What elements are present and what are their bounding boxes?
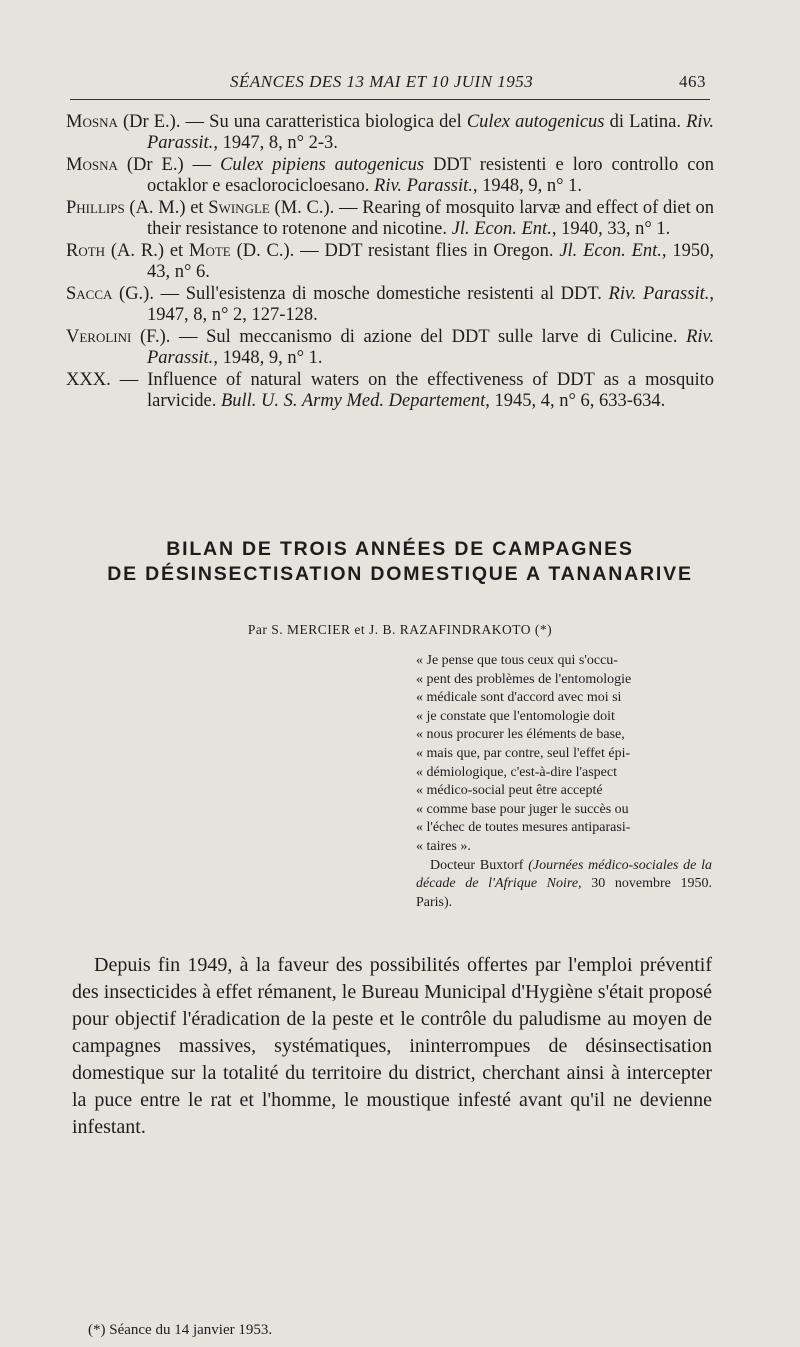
ref-journal: Jl. Econ. Ent. [559,241,662,261]
article-body [72,952,712,1141]
epigraph-line: « mais que, par contre, seul l'effet épi- [416,745,631,761]
epigraph-line: « démiologique, c'est-à-dire l'aspect [416,764,617,780]
ref-text: . — Influence of natural waters on the effectiveness of DDT as a mosquito larvicide. [106,370,714,411]
epigraph-line: « pent des problèmes de l'entomologie [416,671,632,687]
ref-text: (A. R.) et [105,241,190,261]
ref-text: (M. C.). — Rearing of mosquito larvæ and effect of diet on their resistance to rotenone and nicotine. [147,198,714,239]
ref-author: Swingle [208,198,270,218]
running-head: SÉANCES DES 13 MAI ET 10 JUIN 1953 [230,72,534,91]
article-title [60,537,740,587]
ref-journal: Bull. U. S. Army Med. Departement [220,391,486,411]
ref-species: Culex pipiens autogenicus [220,155,425,175]
epigraph [416,652,712,912]
ref-text: (F.). — Sul meccanismo di azione del DDT sulle larve di Culicine. [131,327,687,347]
reference-item [66,112,714,154]
ref-citation: , 1950, 43, n° 6. [147,241,714,282]
ref-citation: , 1945, 4, n° 6, 633-634. [485,391,666,411]
ref-journal: Riv. Parassit. [374,176,473,196]
attribution-work: (Journées médico-sociales de la décade de l'Afrique Noire, [416,857,713,892]
ref-author: XXX [66,370,107,390]
ref-journal: Riv. Parassit. [147,112,714,153]
epigraph-line: « nous procurer les éléments de base, [416,727,625,743]
epigraph-line: « Je pense que tous ceux qui s'occu- [416,653,618,668]
epigraph-line: « médico-social peut être accepté [416,783,603,799]
epigraph-line: « taires ». [416,838,471,854]
page-header [70,64,710,94]
ref-citation: , 1948, 9, n° 1. [213,348,323,368]
footnote: (*) Séance du 14 janvier 1953. [88,1322,273,1338]
ref-text: DDT resistenti e loro controllo con octaklor e esaclorocicloesano. [147,155,715,196]
ref-text: (D. C.). — DDT resistant flies in Oregon. [230,241,560,261]
ref-species: Culex autogenicus [466,112,605,132]
ref-author: Roth [66,241,106,261]
reference-item [66,155,714,197]
ref-citation: , 1947, 8, n° 2, 127-128. [147,284,714,325]
ref-author: Mote [189,241,231,261]
reference-list [66,112,714,413]
epigraph-line: « l'échec de toutes mesures antiparasi- [416,820,631,836]
title-line: BILAN DE TROIS ANNÉES DE CAMPAGNES [166,538,634,560]
ref-author: Sacca [66,284,113,304]
ref-author: Verolini [66,327,132,347]
ref-journal: Riv. Parassit. [147,327,714,368]
epigraph-line: « médicale sont d'accord avec moi si [416,690,622,706]
epigraph-attribution [416,857,712,913]
reference-item [66,198,714,240]
header-rule [70,99,710,100]
ref-author: Mosna [66,112,118,132]
ref-text: (Dr E.). — Su una caratteristica biologica del [117,112,467,132]
attribution-name: Docteur Buxtorf [430,857,524,873]
title-line: DE DÉSINSECTISATION DOMESTIQUE A TANANARIVE [107,563,693,585]
ref-journal: Riv. Parassit. [608,284,710,304]
reference-item [66,284,714,326]
ref-citation: , 1940, 33, n° 1. [551,219,671,239]
ref-text: (G.). — Sull'esistenza di mosche domestiche resistenti al DDT. [112,284,609,304]
ref-citation: , 1947, 8, n° 2-3. [213,133,338,153]
reference-item [66,327,714,369]
ref-text: (Dr E.) — [117,155,221,175]
body-paragraph: Depuis fin 1949, à la faveur des possibilités offertes par l'emploi préventif des insecticides à effet rémanent, le Bureau Municipal d'Hygiène s'était proposé pour objectif l'éradication de la peste et le contrôle du paludisme au moyen de campagnes massives, systématiques, ininterrompues de désinsectisation domestique sur la totalité du territoire du district, cherchant ainsi à intercepter la puce entre le rat et l'homme, le moustique infesté avant qu'il ne devienne infestant. [72,954,712,1138]
ref-journal: Jl. Econ. Ent. [451,219,552,239]
epigraph-line: « je constate que l'entomologie doit [416,708,615,724]
reference-item [66,370,714,412]
article-byline: Par S. MERCIER et J. B. RAZAFINDRAKOTO (*) [247,622,553,637]
ref-citation: , 1948, 9, n° 1. [472,176,583,196]
page-number: 463 [679,72,706,91]
epigraph-line: « comme base pour juger le succès ou [416,801,629,817]
reference-item [66,241,714,283]
ref-text: di Latina. [604,112,687,132]
ref-author: Mosna [66,155,118,175]
ref-author: Phillips [66,198,125,218]
attribution-date: 30 novembre 1950. Paris). [416,876,713,910]
ref-text: (A. M.) et [124,198,209,218]
